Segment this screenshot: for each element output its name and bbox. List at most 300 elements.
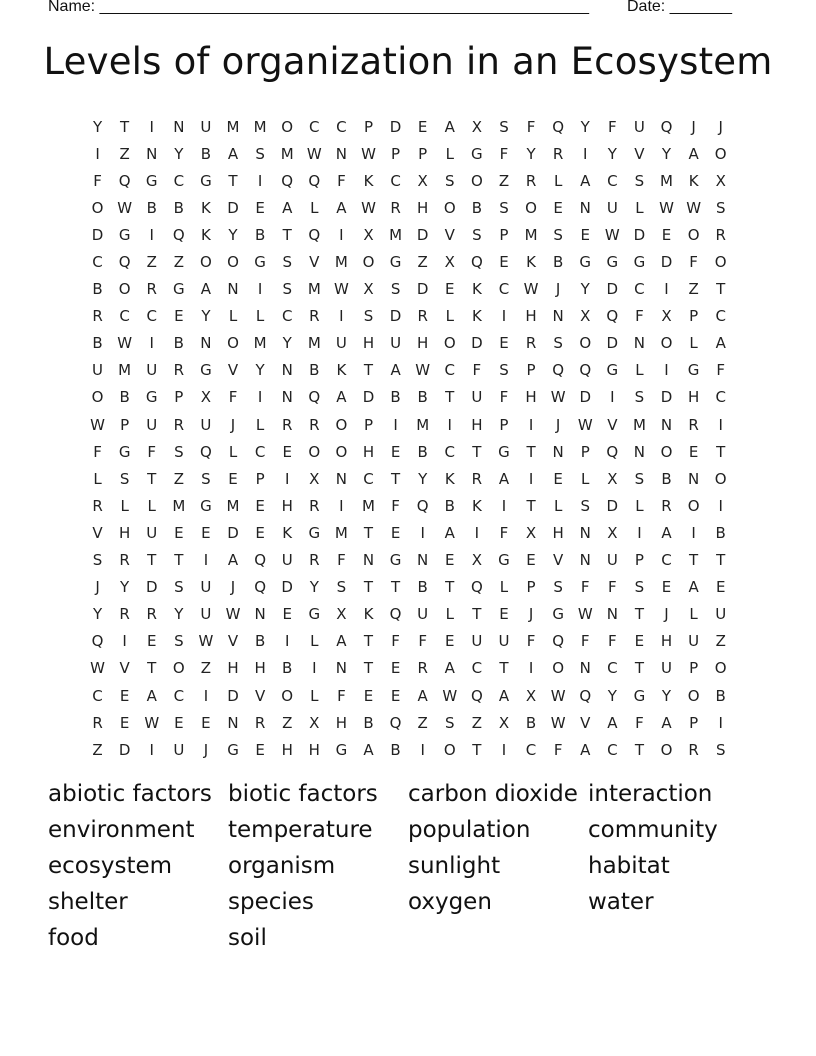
grid-row [84, 384, 734, 411]
grid-letter: L [499, 578, 509, 597]
grid-letter: K [526, 253, 536, 272]
grid-letter: I [284, 632, 290, 651]
grid-letter: Y [228, 225, 238, 244]
grid-letter: G [633, 686, 646, 705]
grid-letter: D [389, 307, 402, 326]
grid-letter: O [687, 225, 700, 244]
grid-letter: N [362, 551, 375, 570]
grid-letter: C [92, 686, 103, 705]
grid-letter: O [91, 388, 104, 407]
grid-letter: G [118, 442, 131, 461]
grid-letter: O [714, 253, 727, 272]
grid-letter: N [633, 442, 646, 461]
grid-letter: A [444, 523, 455, 542]
grid-letter: S [119, 469, 130, 488]
grid-letter: I [528, 659, 534, 678]
grid-letter: R [552, 144, 564, 163]
grid-letter: S [92, 551, 103, 570]
grid-letter: G [145, 171, 158, 190]
grid-letter: B [92, 334, 103, 353]
grid-letter: N [335, 469, 347, 488]
grid-letter: J [555, 415, 561, 434]
grid-letter: V [119, 659, 130, 678]
grid-letter: N [633, 334, 646, 353]
grid-letter: I [284, 469, 290, 488]
grid-letter: U [173, 740, 185, 759]
grid-letter: G [173, 280, 185, 299]
grid-letter: Y [92, 117, 103, 136]
grid-letter: P [363, 415, 373, 434]
grid-letter: T [716, 442, 726, 461]
grid-letter: M [226, 496, 240, 515]
grid-letter: T [363, 523, 374, 542]
word-bank-item: shelter [48, 889, 128, 915]
grid-letter: S [634, 469, 645, 488]
grid-letter: S [282, 253, 292, 272]
grid-letter: R [417, 659, 428, 678]
word-bank-item: food [48, 925, 99, 951]
word-search-grid [84, 113, 734, 763]
grid-letter: H [308, 740, 320, 759]
grid-letter: B [715, 523, 726, 542]
grid-letter: F [608, 117, 617, 136]
grid-letter: L [120, 496, 129, 515]
grid-letter: L [581, 469, 590, 488]
grid-letter: U [92, 361, 104, 380]
grid-letter: D [606, 280, 619, 299]
grid-letter: Y [580, 280, 590, 299]
grid-letter: T [634, 659, 644, 678]
grid-letter: A [688, 144, 699, 163]
grid-letter: C [715, 388, 726, 407]
grid-row [84, 709, 734, 736]
grid-letter: B [92, 280, 103, 299]
grid-letter: D [606, 496, 619, 515]
grid-letter: R [92, 496, 103, 515]
grid-letter: I [718, 496, 723, 515]
grid-letter: K [471, 496, 482, 515]
grid-row [84, 547, 734, 574]
grid-letter: E [445, 632, 455, 651]
grid-letter: A [498, 686, 510, 705]
grid-letter: G [606, 253, 619, 272]
grid-letter: C [254, 442, 266, 461]
grid-letter: I [257, 280, 263, 299]
grid-letter: X [715, 171, 726, 190]
grid-letter: O [660, 334, 673, 353]
grid-letter: C [146, 307, 157, 326]
grid-letter: P [174, 388, 184, 407]
grid-letter: C [607, 659, 618, 678]
grid-letter: H [525, 388, 537, 407]
grid-letter: Q [552, 361, 565, 380]
grid-letter: G [389, 551, 402, 570]
grid-letter: N [335, 144, 347, 163]
grid-letter: B [444, 496, 455, 515]
word-bank-item: temperature [228, 817, 373, 843]
word-bank-item: carbon dioxide [408, 781, 578, 807]
grid-letter: N [687, 469, 700, 488]
grid-letter: Y [607, 686, 617, 705]
grid-letter: E [499, 334, 509, 353]
grid-letter: F [499, 523, 509, 542]
grid-letter: V [254, 686, 266, 705]
grid-letter: F [391, 496, 400, 515]
grid-letter: H [417, 334, 429, 353]
grid-letter: B [715, 686, 726, 705]
grid-letter: B [661, 469, 672, 488]
grid-letter: L [255, 307, 265, 326]
grid-letter: J [528, 605, 534, 624]
grid-letter: O [552, 659, 565, 678]
grid-letter: S [634, 171, 645, 190]
grid-letter: D [118, 740, 131, 759]
grid-letter: Q [416, 496, 429, 515]
word-bank-item: ecosystem [48, 853, 173, 879]
grid-letter: L [553, 171, 563, 190]
grid-letter: E [390, 523, 401, 542]
grid-letter: R [715, 225, 726, 244]
grid-letter: W [550, 713, 566, 732]
grid-letter: U [200, 415, 212, 434]
grid-letter: I [501, 496, 507, 515]
grid-letter: A [336, 388, 347, 407]
grid-letter: Y [309, 578, 319, 597]
grid-letter: E [255, 496, 265, 515]
grid-letter: W [550, 388, 566, 407]
grid-letter: T [282, 225, 292, 244]
grid-letter: R [390, 198, 401, 217]
grid-letter: U [200, 605, 212, 624]
grid-letter: R [254, 713, 266, 732]
grid-letter: D [660, 388, 673, 407]
grid-letter: W [333, 280, 349, 299]
grid-letter: P [255, 469, 265, 488]
grid-letter: L [147, 496, 156, 515]
grid-letter: B [146, 198, 157, 217]
grid-letter: S [445, 171, 455, 190]
grid-letter: E [174, 307, 184, 326]
grid-letter: A [661, 523, 672, 542]
grid-letter: Q [389, 713, 402, 732]
grid-letter: T [716, 280, 726, 299]
grid-letter: F [499, 144, 509, 163]
grid-letter: D [579, 388, 592, 407]
grid-letter: N [335, 659, 347, 678]
grid-letter: M [307, 280, 321, 299]
grid-letter: B [552, 253, 564, 272]
grid-letter: F [337, 686, 346, 705]
grid-letter: V [444, 225, 455, 244]
grid-letter: Y [174, 144, 184, 163]
grid-letter: I [420, 740, 425, 759]
grid-letter: P [634, 551, 644, 570]
grid-letter: X [200, 388, 212, 407]
grid-letter: U [146, 361, 158, 380]
grid-letter: U [688, 632, 700, 651]
grid-letter: O [443, 198, 456, 217]
grid-letter: O [335, 415, 348, 434]
grid-letter: I [203, 686, 209, 705]
grid-letter: A [580, 171, 591, 190]
grid-letter: H [254, 659, 266, 678]
grid-letter: G [200, 171, 212, 190]
grid-letter: Z [417, 713, 428, 732]
grid-letter: W [550, 686, 566, 705]
grid-letter: S [499, 117, 509, 136]
grid-letter: C [444, 361, 455, 380]
grid-letter: Z [173, 253, 184, 272]
grid-letter: I [528, 469, 534, 488]
grid-letter: R [309, 415, 320, 434]
date-field-label: Date: _______ [627, 0, 732, 15]
grid-letter: Q [200, 442, 212, 461]
grid-letter: O [714, 659, 727, 678]
grid-letter: O [308, 442, 321, 461]
word-bank-item: community [588, 817, 718, 843]
grid-letter: V [92, 523, 103, 542]
grid-letter: J [691, 117, 696, 136]
grid-letter: B [417, 578, 428, 597]
grid-letter: F [418, 632, 427, 651]
grid-letter: K [201, 225, 211, 244]
grid-letter: O [660, 740, 673, 759]
grid-letter: V [309, 253, 320, 272]
grid-letter: H [362, 442, 375, 461]
grid-letter: I [610, 388, 615, 407]
grid-letter: R [119, 551, 130, 570]
grid-letter: H [525, 307, 537, 326]
grid-row [84, 438, 734, 465]
grid-letter: E [499, 253, 509, 272]
grid-letter: J [230, 578, 236, 597]
grid-letter: O [227, 334, 239, 353]
grid-letter: R [688, 415, 699, 434]
grid-letter: Q [172, 225, 185, 244]
grid-letter: P [499, 415, 509, 434]
grid-letter: Z [200, 659, 212, 678]
grid-letter: G [471, 144, 483, 163]
grid-letter: E [201, 523, 211, 542]
grid-letter: Q [552, 632, 565, 651]
grid-letter: L [310, 198, 319, 217]
grid-letter: K [444, 469, 455, 488]
grid-letter: C [119, 307, 130, 326]
grid-letter: Z [146, 253, 157, 272]
grid-letter: D [389, 117, 402, 136]
grid-letter: O [579, 334, 592, 353]
grid-letter: A [661, 713, 672, 732]
grid-letter: W [225, 605, 241, 624]
grid-letter: A [146, 686, 157, 705]
grid-letter: V [227, 361, 239, 380]
grid-letter: O [714, 144, 727, 163]
grid-row [84, 357, 734, 384]
grid-letter: H [335, 713, 348, 732]
grid-letter: E [688, 442, 699, 461]
grid-letter: A [390, 361, 401, 380]
grid-letter: M [307, 334, 321, 353]
grid-letter: I [312, 659, 317, 678]
grid-letter: Y [661, 144, 672, 163]
grid-row [84, 276, 734, 303]
grid-letter: E [255, 740, 265, 759]
grid-letter: O [227, 253, 239, 272]
grid-letter: E [553, 198, 563, 217]
grid-letter: R [309, 307, 320, 326]
grid-letter: B [200, 144, 212, 163]
grid-letter: I [339, 496, 344, 515]
grid-letter: I [718, 415, 723, 434]
grid-letter: I [501, 740, 507, 759]
grid-letter: L [445, 144, 454, 163]
grid-letter: M [226, 117, 240, 136]
grid-letter: O [660, 442, 673, 461]
grid-letter: I [637, 523, 642, 542]
grid-letter: E [499, 605, 509, 624]
grid-letter: E [119, 686, 130, 705]
grid-letter: F [608, 578, 617, 597]
grid-letter: H [552, 523, 564, 542]
word-bank-item: interaction [588, 781, 713, 807]
grid-letter: P [363, 117, 373, 136]
grid-letter: O [687, 496, 700, 515]
grid-letter: S [634, 578, 645, 597]
grid-row [84, 303, 734, 330]
grid-letter: U [471, 388, 483, 407]
grid-letter: I [664, 280, 669, 299]
grid-letter: L [93, 469, 102, 488]
grid-letter: M [334, 253, 348, 272]
grid-letter: G [633, 253, 646, 272]
grid-letter: I [339, 307, 344, 326]
grid-letter: K [471, 280, 482, 299]
grid-letter: S [336, 578, 347, 597]
grid-letter: E [201, 713, 211, 732]
grid-letter: K [201, 198, 211, 217]
grid-row [84, 465, 734, 492]
grid-letter: I [420, 523, 425, 542]
grid-letter: P [418, 144, 428, 163]
grid-letter: Z [282, 713, 293, 732]
grid-letter: G [200, 496, 212, 515]
grid-letter: A [200, 280, 212, 299]
grid-letter: O [281, 117, 294, 136]
word-bank-item: water [588, 889, 654, 915]
grid-letter: L [255, 415, 265, 434]
grid-letter: T [445, 578, 455, 597]
grid-letter: H [119, 523, 131, 542]
grid-letter: G [308, 605, 321, 624]
grid-letter: P [689, 307, 699, 326]
grid-letter: F [391, 632, 400, 651]
grid-letter: T [363, 578, 374, 597]
grid-row [84, 248, 734, 275]
grid-letter: I [149, 225, 154, 244]
grid-letter: A [444, 659, 455, 678]
grid-letter: W [604, 225, 620, 244]
grid-letter: U [146, 523, 158, 542]
grid-letter: D [471, 334, 483, 353]
grid-letter: N [146, 144, 158, 163]
grid-letter: I [718, 713, 723, 732]
grid-letter: Q [579, 361, 592, 380]
grid-letter: E [146, 632, 157, 651]
grid-letter: B [417, 388, 428, 407]
grid-letter: E [228, 469, 238, 488]
grid-letter: U [200, 578, 212, 597]
grid-letter: C [92, 253, 103, 272]
grid-letter: K [336, 361, 347, 380]
grid-letter: Y [120, 578, 130, 597]
grid-letter: E [255, 198, 265, 217]
grid-letter: F [337, 171, 346, 190]
grid-letter: T [147, 469, 157, 488]
grid-letter: E [119, 713, 130, 732]
grid-letter: G [200, 361, 212, 380]
name-field-label: Name: _______________________________________________________ [48, 0, 589, 15]
grid-letter: O [687, 686, 700, 705]
grid-letter: Y [282, 334, 292, 353]
grid-letter: S [174, 632, 184, 651]
grid-letter: O [281, 686, 294, 705]
grid-letter: E [661, 225, 672, 244]
word-bank-item: habitat [588, 853, 670, 879]
grid-letter: B [471, 198, 482, 217]
grid-letter: C [173, 686, 185, 705]
grid-letter: M [334, 523, 348, 542]
grid-letter: Q [118, 253, 131, 272]
grid-letter: T [390, 469, 401, 488]
grid-letter: Q [118, 171, 131, 190]
grid-letter: P [391, 144, 401, 163]
grid-letter: Q [254, 551, 267, 570]
grid-letter: I [257, 388, 263, 407]
grid-letter: O [91, 198, 104, 217]
grid-letter: M [632, 415, 646, 434]
grid-letter: C [390, 171, 401, 190]
grid-letter: T [445, 388, 455, 407]
grid-letter: P [499, 225, 509, 244]
grid-letter: V [553, 551, 564, 570]
grid-letter: W [198, 632, 214, 651]
grid-row [84, 113, 734, 140]
grid-letter: Z [498, 171, 510, 190]
grid-letter: I [691, 523, 696, 542]
grid-letter: F [608, 632, 617, 651]
grid-letter: W [117, 198, 133, 217]
grid-letter: T [634, 740, 644, 759]
grid-letter: L [310, 686, 319, 705]
grid-letter: G [254, 253, 266, 272]
grid-letter: G [227, 740, 239, 759]
grid-letter: Q [91, 632, 104, 651]
grid-letter: S [553, 334, 563, 353]
grid-letter: Z [173, 469, 184, 488]
grid-row [84, 519, 734, 546]
grid-letter: S [499, 198, 509, 217]
grid-letter: Z [688, 280, 699, 299]
grid-letter: E [445, 551, 455, 570]
grid-letter: H [362, 334, 375, 353]
grid-letter: O [525, 198, 537, 217]
grid-letter: A [715, 334, 726, 353]
grid-letter: C [715, 307, 726, 326]
grid-letter: I [257, 171, 263, 190]
grid-letter: Y [201, 307, 211, 326]
grid-letter: E [174, 713, 184, 732]
grid-letter: Q [470, 578, 483, 597]
